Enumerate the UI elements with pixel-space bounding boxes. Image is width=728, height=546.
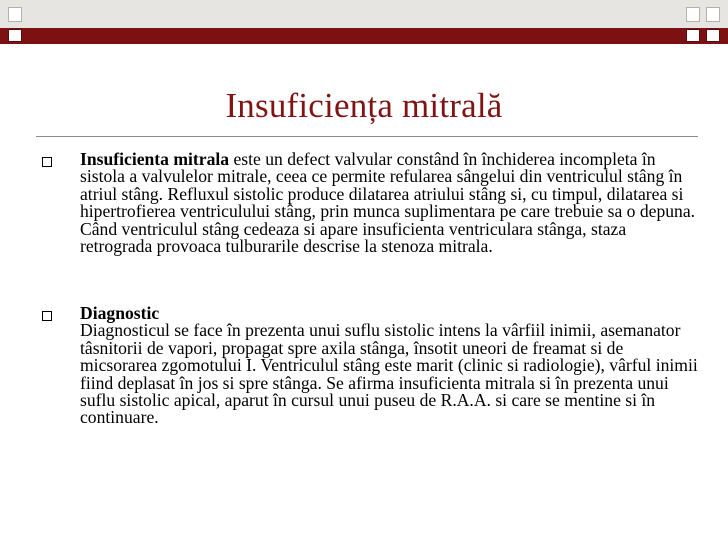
bullet-square-icon: [42, 311, 52, 321]
header-square: [706, 7, 720, 22]
header-stripe-light: [0, 0, 728, 28]
title-divider: [36, 136, 698, 137]
header-stripe-dark: [0, 28, 728, 44]
bullet-square-icon: [42, 157, 52, 167]
header-square: [686, 7, 700, 22]
header-square: [706, 29, 720, 42]
bullet-lead: Insuficienta mitrala: [80, 149, 230, 169]
bullet-item: [80, 305, 700, 427]
bullet-text: este un defect valvular constând în închiderea incompleta în sistola a valvulelor mitrale, ceea ce permite refularea sângelui din ventriculul stâng în atriul stâng. Refluxul sistolic produce dilatarea atriului stâng si, cu timpul, dilatarea si hipertrofierea ventriculului stâng, prin munca suplimentara pe care trebuie sa o depuna. Când ventriculul stâng cedeaza si apare insuficienta ventriculara stânga, staza retrograda provoaca tulburarile descrise la stenoza mitrala.: [80, 149, 696, 257]
header-square: [8, 7, 22, 22]
header-square: [8, 29, 22, 42]
header-square: [686, 29, 700, 42]
bullet-lead: Diagnostic: [80, 303, 160, 323]
slide-title: Insuficiența mitrală: [225, 86, 503, 125]
bullet-text: Diagnosticul se face în prezenta unui suflu sistolic intens la vârfiil inimii, asemanator tâsnitorii de vapori, propagat spre axila stânga, însotit uneori de freamat si de micsorarea zgomotului I. Ventriculul stâng este marit (clinic si radiologie), vârful inimii fiind deplasat în jos si spre stânga. Se afirma insuficienta mitrala si în prezenta unui suflu sistolic apical, aparut în cursul unui puseu de R.A.A. si care se mentine si în continuare.: [80, 320, 698, 428]
header-decoration: [0, 0, 728, 44]
bullet-item: [80, 151, 700, 255]
